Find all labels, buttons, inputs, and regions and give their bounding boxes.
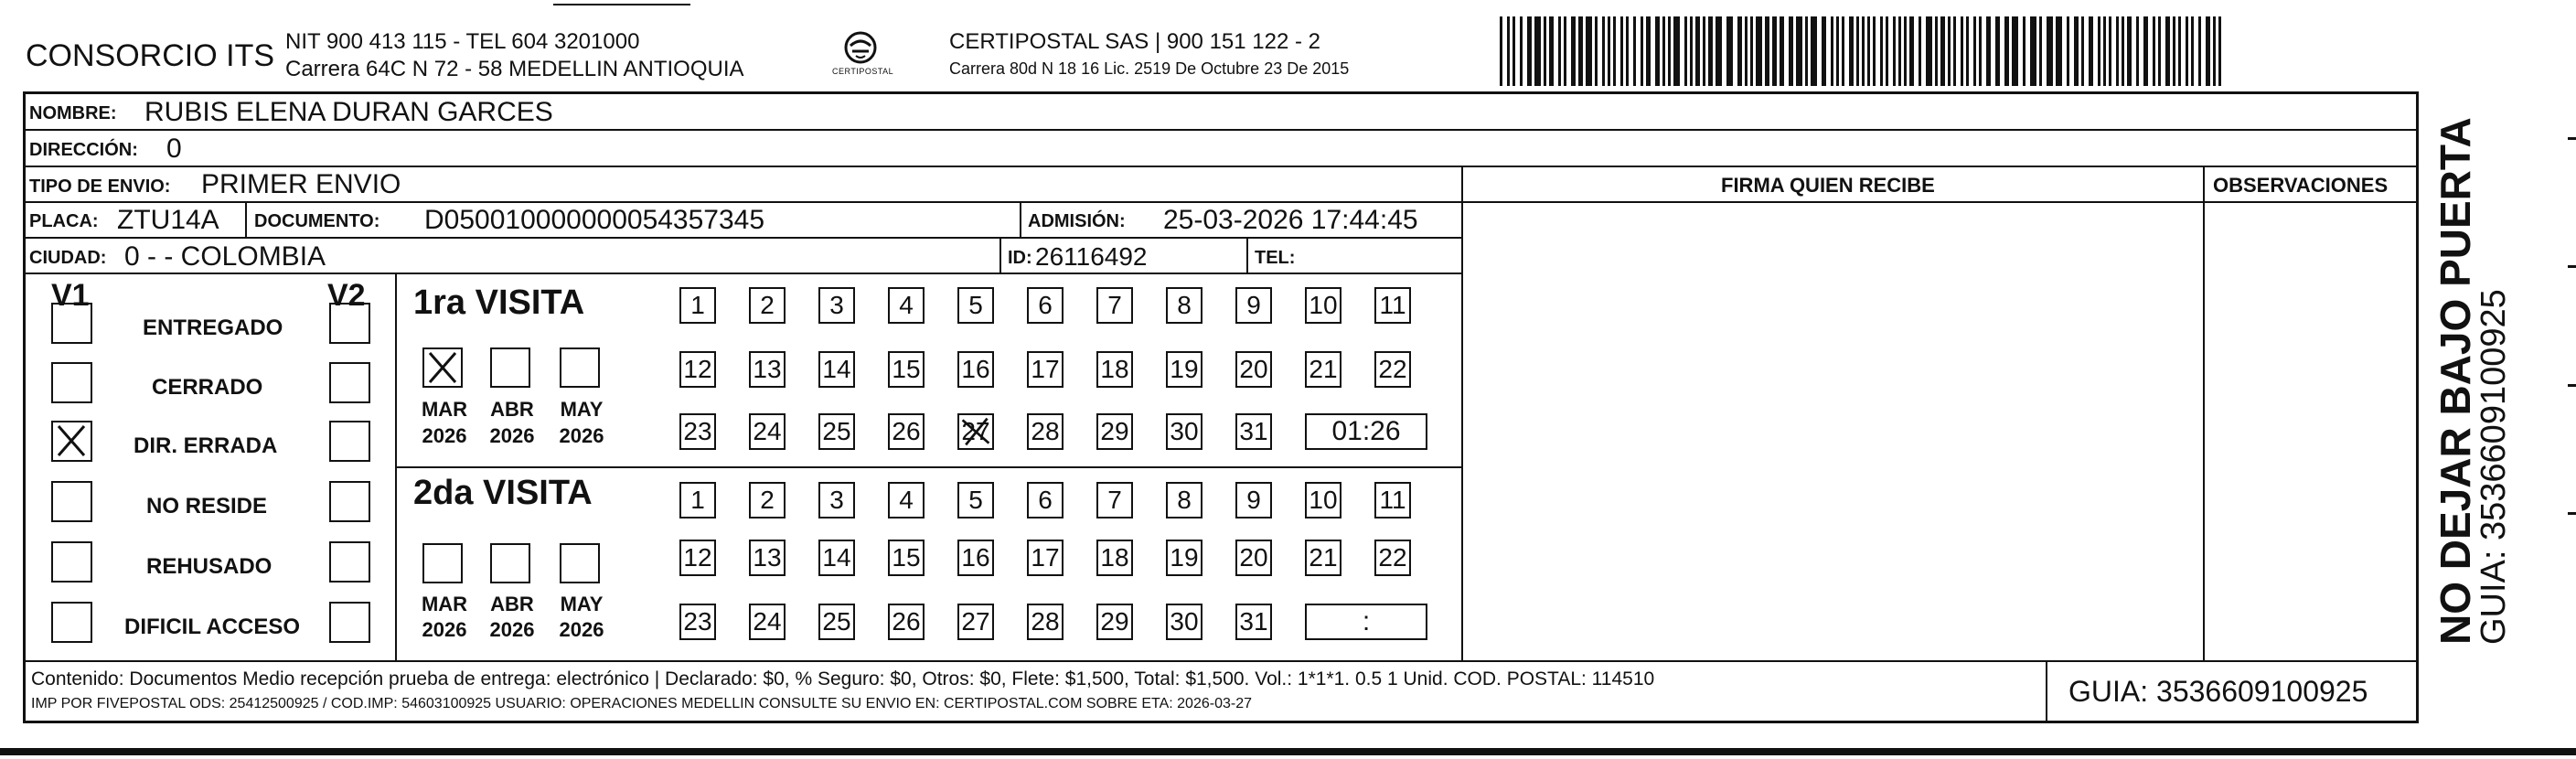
- certipostal-license: Carrera 80d N 18 16 Lic. 2519 De Octubre 23 De 2015: [949, 59, 1350, 78]
- day-number: 7: [1107, 291, 1122, 319]
- day-number: 31: [1239, 607, 1268, 636]
- tipo-envio-label: TIPO DE ENVIO:: [29, 176, 171, 197]
- visit2-year-label: 2026: [422, 618, 467, 641]
- visit2-day-30[interactable]: [1166, 604, 1202, 640]
- visit1-day-29[interactable]: [1096, 413, 1133, 450]
- visit1-day-18[interactable]: [1096, 351, 1133, 388]
- visit1-day-6[interactable]: [1027, 287, 1064, 324]
- certipostal-info: CERTIPOSTAL SAS | 900 151 122 - 2: [949, 29, 1320, 54]
- day-number: 21: [1309, 355, 1338, 383]
- visit1-year-label: 2026: [422, 424, 467, 447]
- visit2-day-4[interactable]: [888, 482, 925, 518]
- day-number: 12: [683, 355, 712, 383]
- tel-label: TEL:: [1255, 248, 1296, 268]
- visit1-day-27[interactable]: [957, 413, 994, 450]
- visit1-day-28[interactable]: [1027, 413, 1064, 450]
- state-label: NO RESIDE: [146, 494, 268, 518]
- visit1-year-label: 2026: [489, 424, 535, 447]
- visit1-day-14[interactable]: [818, 351, 855, 388]
- day-number: 20: [1239, 543, 1268, 572]
- visit2-day-20[interactable]: [1235, 540, 1272, 576]
- day-number: 15: [892, 543, 921, 572]
- ciudad-value: 0 - - COLOMBIA: [124, 241, 326, 272]
- day-number: 30: [1170, 607, 1199, 636]
- day-number: 17: [1031, 543, 1060, 572]
- day-number: 28: [1031, 607, 1060, 636]
- visit2-day-24[interactable]: [749, 604, 786, 640]
- v2-checkbox-cerrado[interactable]: [329, 362, 370, 403]
- visit1-day-1[interactable]: [679, 287, 716, 324]
- visit1-day-19[interactable]: [1166, 351, 1202, 388]
- day-number: 11: [1379, 486, 1406, 514]
- visit1-month-checkbox-mar[interactable]: [422, 347, 463, 388]
- visit1-day-20[interactable]: [1235, 351, 1272, 388]
- visit2-month-label: MAY: [560, 593, 604, 615]
- visit2-day-16[interactable]: [957, 540, 994, 576]
- v2-checkbox-entregado[interactable]: [329, 303, 370, 344]
- v1-checkbox-dificil-acceso[interactable]: [51, 602, 92, 643]
- day-number: 17: [1031, 355, 1060, 383]
- v1-checkbox-no-reside[interactable]: [51, 481, 92, 522]
- day-number: 13: [753, 355, 782, 383]
- visit2-month-label: ABR: [490, 593, 534, 615]
- state-label: DIFICIL ACCESO: [124, 615, 301, 639]
- visit2-day-15[interactable]: [888, 540, 925, 576]
- day-number: 19: [1170, 355, 1199, 383]
- day-number: 9: [1246, 291, 1261, 319]
- day-number: 22: [1378, 355, 1407, 383]
- v1-checkbox-rehusado[interactable]: [51, 541, 92, 583]
- visit2-year-label: 2026: [489, 618, 535, 641]
- visit2-day-22[interactable]: [1374, 540, 1411, 576]
- tipo-envio-value: PRIMER ENVIO: [201, 169, 401, 199]
- visit1-month-label: MAR: [421, 398, 468, 421]
- visit2-day-31[interactable]: [1235, 604, 1272, 640]
- visit2-month-checkbox-may[interactable]: [560, 543, 600, 583]
- firma-header: FIRMA QUIEN RECIBE: [1721, 174, 1935, 197]
- day-number: 20: [1239, 355, 1268, 383]
- day-number: 13: [753, 543, 782, 572]
- nombre-value: RUBIS ELENA DURAN GARCES: [144, 97, 553, 127]
- visit2-day-29[interactable]: [1096, 604, 1133, 640]
- v2-checkbox-dificil-acceso[interactable]: [329, 602, 370, 643]
- visit2-month-checkbox-mar[interactable]: [422, 543, 463, 583]
- day-number: 29: [1100, 417, 1129, 445]
- day-number: 15: [892, 355, 921, 383]
- visit2-day-13[interactable]: [749, 540, 786, 576]
- day-number: 11: [1379, 291, 1406, 319]
- visit1-day-15[interactable]: [888, 351, 925, 388]
- visit2-day-8[interactable]: [1166, 482, 1202, 518]
- visit1-day-24[interactable]: [749, 413, 786, 450]
- day-number: 12: [683, 543, 712, 572]
- day-number: 10: [1309, 291, 1338, 319]
- day-number: 2: [760, 291, 775, 319]
- day-number: 18: [1100, 355, 1129, 383]
- visit1-day-31[interactable]: [1235, 413, 1272, 450]
- visit1-month-checkbox-abr[interactable]: [490, 347, 530, 388]
- day-number: 29: [1100, 607, 1129, 636]
- day-number: 26: [892, 607, 921, 636]
- guia-vertical: GUIA: 3536609100925: [2474, 289, 2513, 645]
- visit2-day-25[interactable]: [818, 604, 855, 640]
- day-number: 31: [1239, 417, 1268, 445]
- day-number: 8: [1177, 291, 1192, 319]
- state-label: REHUSADO: [146, 554, 273, 579]
- visit1-month-label: ABR: [490, 398, 534, 421]
- visit2-day-3[interactable]: [818, 482, 855, 518]
- company-name: CONSORCIO ITS: [26, 38, 275, 73]
- day-number: 18: [1100, 543, 1129, 572]
- day-check-mark: [959, 415, 992, 454]
- visit2-day-23[interactable]: [679, 604, 716, 640]
- documento-value: D050010000000054357345: [424, 205, 765, 235]
- v2-checkbox-dir-errada[interactable]: [329, 421, 370, 462]
- ciudad-label: CIUDAD:: [29, 248, 107, 268]
- v2-label: V2: [327, 278, 366, 313]
- no-dejar-bajo-puerta: NO DEJAR BAJO PUERTA: [2432, 117, 2479, 645]
- visit2-day-28[interactable]: [1027, 604, 1064, 640]
- day-number: 7: [1107, 486, 1122, 514]
- visit2-day-12[interactable]: [679, 540, 716, 576]
- day-number: 8: [1177, 486, 1192, 514]
- visit2-day-10[interactable]: [1305, 482, 1341, 518]
- visit1-day-22[interactable]: [1374, 351, 1411, 388]
- day-number: 27: [961, 607, 990, 636]
- visit2-day-18[interactable]: [1096, 540, 1133, 576]
- day-number: 3: [829, 291, 844, 319]
- visit1-day-30[interactable]: [1166, 413, 1202, 450]
- visit2-day-21[interactable]: [1305, 540, 1341, 576]
- visit1-day-10[interactable]: [1305, 287, 1341, 324]
- day-number: 26: [892, 417, 921, 445]
- day-number: 4: [899, 486, 914, 514]
- visit2-year-label: 2026: [559, 618, 604, 641]
- day-number: 5: [968, 486, 983, 514]
- certipostal-logo: [828, 27, 893, 82]
- visit1-year-label: 2026: [559, 424, 604, 447]
- day-number: 6: [1038, 291, 1053, 319]
- visit2-month-label: MAR: [421, 593, 468, 615]
- day-number: 19: [1170, 543, 1199, 572]
- visit2-title: 2da VISITA: [413, 474, 593, 512]
- direccion-value: 0: [166, 134, 182, 164]
- visit1-day-5[interactable]: [957, 287, 994, 324]
- admision-label: ADMISIÓN:: [1028, 211, 1126, 231]
- visit1-title: 1ra VISITA: [413, 283, 585, 322]
- visit1-day-21[interactable]: [1305, 351, 1341, 388]
- visit1-day-13[interactable]: [749, 351, 786, 388]
- visit1-day-17[interactable]: [1027, 351, 1064, 388]
- visit2-day-9[interactable]: [1235, 482, 1272, 518]
- visit1-day-4[interactable]: [888, 287, 925, 324]
- visit1-month-label: MAY: [560, 398, 604, 421]
- visit1-day-26[interactable]: [888, 413, 925, 450]
- visit1-day-9[interactable]: [1235, 287, 1272, 324]
- visit2-time-field[interactable]: :: [1305, 604, 1427, 640]
- visit1-day-2[interactable]: [749, 287, 786, 324]
- day-number: 24: [753, 417, 782, 445]
- visit1-day-23[interactable]: [679, 413, 716, 450]
- day-number: 22: [1378, 543, 1407, 572]
- visit2-day-11[interactable]: [1374, 482, 1411, 518]
- side-text: [2423, 96, 2513, 645]
- certipostal-logo-text: CERTIPOSTAL: [832, 67, 894, 76]
- day-number: 10: [1309, 486, 1338, 514]
- day-number: 30: [1170, 417, 1199, 445]
- v1-checkbox-dir-errada[interactable]: [51, 421, 92, 462]
- day-number: 2: [760, 486, 775, 514]
- visit1-day-12[interactable]: [679, 351, 716, 388]
- placa-label: PLACA:: [29, 211, 99, 231]
- visit2-day-27[interactable]: [957, 604, 994, 640]
- day-number: 14: [822, 355, 851, 383]
- visit1-day-16[interactable]: [957, 351, 994, 388]
- day-number: 9: [1246, 486, 1261, 514]
- observaciones-header: OBSERVACIONES: [2213, 174, 2389, 197]
- day-number: 27: [961, 417, 990, 445]
- barcode-icon: [1500, 16, 2231, 86]
- footer-imp: IMP POR FIVEPOSTAL ODS: 25412500925 / COD.IMP: 54603100925 USUARIO: OPERACIONES MEDELLIN CONSULTE SU ENVIO EN: CERTIPOSTAL.COM SOBRE ETA: 2026-03-27: [31, 696, 1252, 711]
- state-label: ENTREGADO: [143, 315, 283, 340]
- visit2-month-checkbox-abr[interactable]: [490, 543, 530, 583]
- visit1-day-3[interactable]: [818, 287, 855, 324]
- id-value: 26116492: [1035, 242, 1148, 271]
- day-number: 4: [899, 291, 914, 319]
- day-number: 24: [753, 607, 782, 636]
- nombre-label: NOMBRE:: [29, 103, 117, 123]
- day-number: 21: [1309, 543, 1338, 572]
- day-number: 5: [968, 291, 983, 319]
- visit2-day-19[interactable]: [1166, 540, 1202, 576]
- v1-checkbox-entregado[interactable]: [51, 303, 92, 344]
- day-number: 25: [822, 417, 851, 445]
- visit2-day-2[interactable]: [749, 482, 786, 518]
- visit1-month-checkbox-may[interactable]: [560, 347, 600, 388]
- company-nit-tel: NIT 900 413 115 - TEL 604 3201000: [285, 29, 640, 54]
- day-number: 1: [690, 291, 705, 319]
- visit2-day-1[interactable]: [679, 482, 716, 518]
- visit2-day-14[interactable]: [818, 540, 855, 576]
- day-number: 28: [1031, 417, 1060, 445]
- day-number: 3: [829, 486, 844, 514]
- v2-checkbox-rehusado[interactable]: [329, 541, 370, 583]
- id-label: ID:: [1008, 248, 1032, 268]
- visit2-day-6[interactable]: [1027, 482, 1064, 518]
- visit1-day-11[interactable]: [1374, 287, 1411, 324]
- v2-checkbox-no-reside[interactable]: [329, 481, 370, 522]
- documento-label: DOCUMENTO:: [254, 211, 380, 231]
- visit2-day-5[interactable]: [957, 482, 994, 518]
- day-number: 23: [683, 417, 712, 445]
- visit1-day-7[interactable]: [1096, 287, 1133, 324]
- day-number: 16: [961, 355, 990, 383]
- v1-label: V1: [51, 278, 90, 313]
- visit1-day-25[interactable]: [818, 413, 855, 450]
- direccion-label: DIRECCIÓN:: [29, 140, 138, 160]
- state-label: CERRADO: [152, 375, 263, 400]
- day-number: 23: [683, 607, 712, 636]
- day-number: 14: [822, 543, 851, 572]
- visit1-day-8[interactable]: [1166, 287, 1202, 324]
- visit2-day-17[interactable]: [1027, 540, 1064, 576]
- company-address: Carrera 64C N 72 - 58 MEDELLIN ANTIOQUIA: [285, 57, 744, 81]
- day-number: 1: [690, 486, 705, 514]
- state-label: DIR. ERRADA: [134, 433, 278, 458]
- day-number: 16: [961, 543, 990, 572]
- admision-value: 25-03-2026 17:44:45: [1163, 205, 1418, 235]
- v1-checkbox-cerrado[interactable]: [51, 362, 92, 403]
- visit2-day-7[interactable]: [1096, 482, 1133, 518]
- visit1-time-field[interactable]: 01:26: [1305, 413, 1427, 450]
- footer-guia: GUIA: 3536609100925: [2068, 675, 2368, 708]
- day-number: 25: [822, 607, 851, 636]
- placa-value: ZTU14A: [117, 205, 219, 235]
- day-number: 6: [1038, 486, 1053, 514]
- footer-contenido: Contenido: Documentos Medio recepción prueba de entrega: electrónico | Declarado: $0, % Seguro: $0, Otros: $0, Flete: $1,500, Total: $1,500. Vol.: 1*1*1. 0.5 1 Unid. COD. POSTAL: 114510: [31, 668, 1655, 690]
- visit2-day-26[interactable]: [888, 604, 925, 640]
